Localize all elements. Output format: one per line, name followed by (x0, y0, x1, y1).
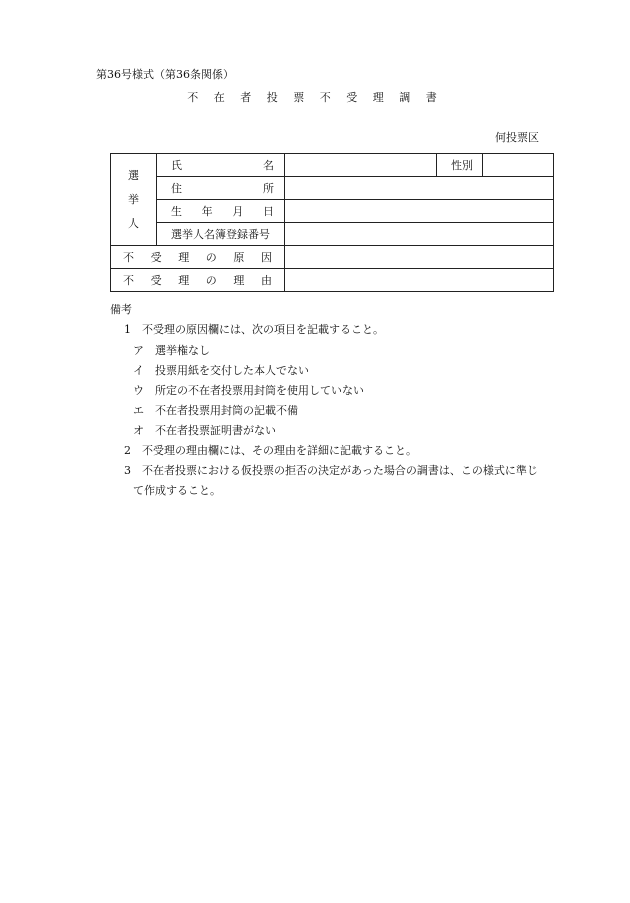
elector-label-3: 人 (128, 216, 139, 230)
note-sub-o: オ 不在者投票証明書がない (133, 424, 276, 437)
note-sub-a: ア 選挙権なし (133, 344, 210, 357)
birthdate-label-1: 生 (171, 204, 182, 218)
reason-label-cell (111, 269, 285, 292)
registry-label: 選挙人名簿登録番号 (171, 227, 270, 241)
address-label-1: 住 (171, 181, 182, 195)
note-item-1: 1 不受理の原因欄には、次の項目を記載すること。 (124, 323, 384, 336)
sex-label-cell (437, 154, 483, 177)
address-label-cell (157, 177, 285, 200)
registry-label-cell (157, 223, 285, 246)
address-label-2: 所 (263, 181, 274, 195)
note-item-3-line2: て作成すること。 (133, 484, 221, 497)
birthdate-label-3: 月 (232, 204, 244, 218)
birthdate-row (111, 200, 554, 223)
cause-label-5: 原 (233, 250, 245, 264)
district-label: 何投票区 (495, 131, 539, 144)
reason-label-6: 由 (260, 273, 272, 287)
cause-row (111, 246, 554, 269)
birthdate-value-cell[interactable] (285, 200, 554, 223)
name-label-cell (157, 154, 285, 177)
name-label-2: 名 (263, 158, 274, 172)
cause-label-cell (111, 246, 285, 269)
elector-label-1: 選 (128, 168, 139, 182)
registry-value-cell[interactable] (285, 223, 554, 246)
elector-label-2: 挙 (128, 192, 139, 206)
birthdate-label-cell (157, 200, 285, 223)
reason-label-3: 理 (178, 273, 190, 287)
cause-label-1: 不 (123, 250, 134, 264)
record-table (110, 153, 554, 292)
cause-label-2: 受 (150, 250, 162, 264)
reason-row (111, 269, 554, 292)
name-row (111, 154, 554, 177)
reason-label-4: の (205, 273, 217, 287)
note-sub-i: イ 投票用紙を交付した本人でない (133, 364, 309, 377)
cause-label-4: の (205, 250, 217, 264)
note-sub-u: ウ 所定の不在者投票用封筒を使用していない (133, 384, 364, 397)
registry-row (111, 223, 554, 246)
name-label-1: 氏 (171, 158, 182, 172)
form-number: 第36号様式（第36条関係） (96, 68, 234, 81)
reason-label-1: 不 (123, 273, 134, 287)
reason-label-5: 理 (233, 273, 245, 287)
elector-label-cell (111, 154, 157, 246)
birthdate-label-2: 年 (201, 204, 213, 218)
name-value-cell[interactable] (285, 154, 437, 177)
note-item-3-line1: 3 不在者投票における仮投票の拒否の決定があった場合の調書は、この様式に準じ (124, 464, 538, 477)
reason-label-2: 受 (150, 273, 162, 287)
reason-value-cell[interactable] (285, 269, 554, 292)
cause-label-3: 理 (178, 250, 190, 264)
address-row (111, 177, 554, 200)
note-sub-e: エ 不在者投票用封筒の記載不備 (133, 404, 298, 417)
address-value-cell[interactable] (285, 177, 554, 200)
sex-label: 性別 (451, 158, 473, 172)
notes-title: 備考 (110, 303, 132, 316)
sex-value-cell[interactable] (483, 154, 554, 177)
note-item-2: 2 不受理の理由欄には、その理由を詳細に記載すること。 (124, 444, 417, 457)
cause-value-cell[interactable] (285, 246, 554, 269)
cause-label-6: 因 (260, 250, 272, 264)
birthdate-label-4: 日 (262, 204, 274, 218)
document-title: 不 在 者 投 票 不 受 理 調 書 (187, 91, 443, 104)
